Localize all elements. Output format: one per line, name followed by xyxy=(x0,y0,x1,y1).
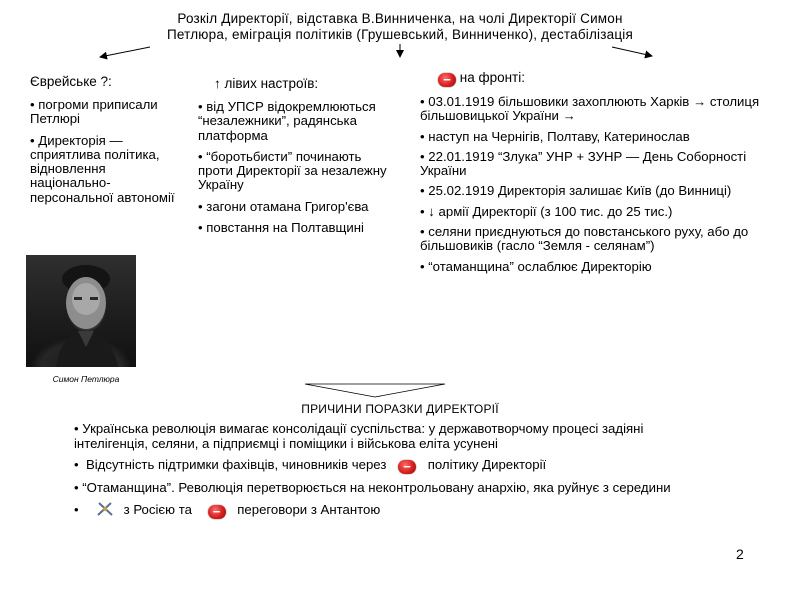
list-item: • “отаманщина” ослаблює Директорію xyxy=(420,260,780,274)
list-item: • загони отамана Григор'єва xyxy=(198,200,394,214)
photo-caption: Симон Петлюра xyxy=(52,374,120,384)
page-title xyxy=(40,11,760,43)
reason-item: • “Отаманщина”. Революція перетворюється на неконтрольовану анархію, яка руйнує з середини xyxy=(74,480,714,495)
list-item: • від УПСР відокремлюються “незалежники”, радянська платформа xyxy=(198,100,394,143)
list-item: • “боротьбисти” починають проти Директорії за незалежну Україну xyxy=(198,150,394,193)
list-item: • погроми приписали Петлюрі xyxy=(30,98,175,127)
reason-item-text-before: Відсутність підтримки фахівців, чиновників через xyxy=(85,457,387,472)
column-front-heading-row xyxy=(420,70,780,87)
list-item: • 03.01.1919 більшовики захоплюють Харків → столиця більшовицької України → xyxy=(420,95,780,124)
list-item: • повстання на Полтавщині xyxy=(198,221,394,235)
column-front-heading: на фронті: xyxy=(459,70,525,85)
minus-icon: − xyxy=(208,505,226,519)
minus-icon: − xyxy=(398,460,416,474)
column-left-moods xyxy=(198,76,394,242)
arrow-right xyxy=(612,47,652,56)
arrow-left xyxy=(100,47,150,57)
list-item: • ↓ армії Директорії (з 100 тис. до 25 тис.) xyxy=(420,205,780,219)
reason-item-text-mid: з Росією та xyxy=(123,502,192,517)
title-line-2: Петлюра, еміграція політиків (Грушевський, Винниченко), дестабілізація xyxy=(166,27,633,42)
big-down-arrow xyxy=(305,384,445,397)
portrait-drawing xyxy=(26,255,136,367)
reason-item xyxy=(74,501,714,519)
list-item: • Директорія — сприятлива політика, відновлення національно-персональної автономії xyxy=(30,134,175,205)
reason-item xyxy=(74,457,714,474)
column-front xyxy=(420,70,780,280)
reasons-list xyxy=(74,421,714,525)
reason-item: • Українська революція вимагає консолідації суспільства: у державотворчому процесі задіяні інтелігенція, селяни, а підприємці і поміщики і військова еліта усунені xyxy=(74,421,714,451)
column-jewish-question xyxy=(30,74,175,212)
crossed-swords-icon xyxy=(96,501,114,517)
column-left-heading: ↑ лівих настроїв: xyxy=(214,76,319,91)
reason-item-text-after: політику Директорії xyxy=(427,457,547,472)
list-item: • 25.02.1919 Директорія залишає Київ (до Винниці) xyxy=(420,184,780,198)
minus-icon: − xyxy=(438,73,456,87)
column-jewish-heading: Єврейське ?: xyxy=(30,74,112,89)
page-number: 2 xyxy=(736,546,744,562)
reason-item-text-end: переговори з Антантою xyxy=(237,502,381,517)
list-item: • селяни приєднуються до повстанського руху, або до більшовиків (гасло “Земля - селянам”) xyxy=(420,225,780,254)
list-item: • 22.01.1919 “Злука” УНР + ЗУНР — День Соборності України xyxy=(420,150,780,179)
reasons-title: ПРИЧИНИ ПОРАЗКИ ДИРЕКТОРІЇ xyxy=(301,402,499,416)
portrait-photo xyxy=(26,255,136,367)
list-item: • наступ на Чернігів, Полтаву, Катеринослав xyxy=(420,130,780,144)
title-line-1: Розкіл Директорії, відставка В.Винниченка, на чолі Директорії Симон xyxy=(177,11,623,26)
